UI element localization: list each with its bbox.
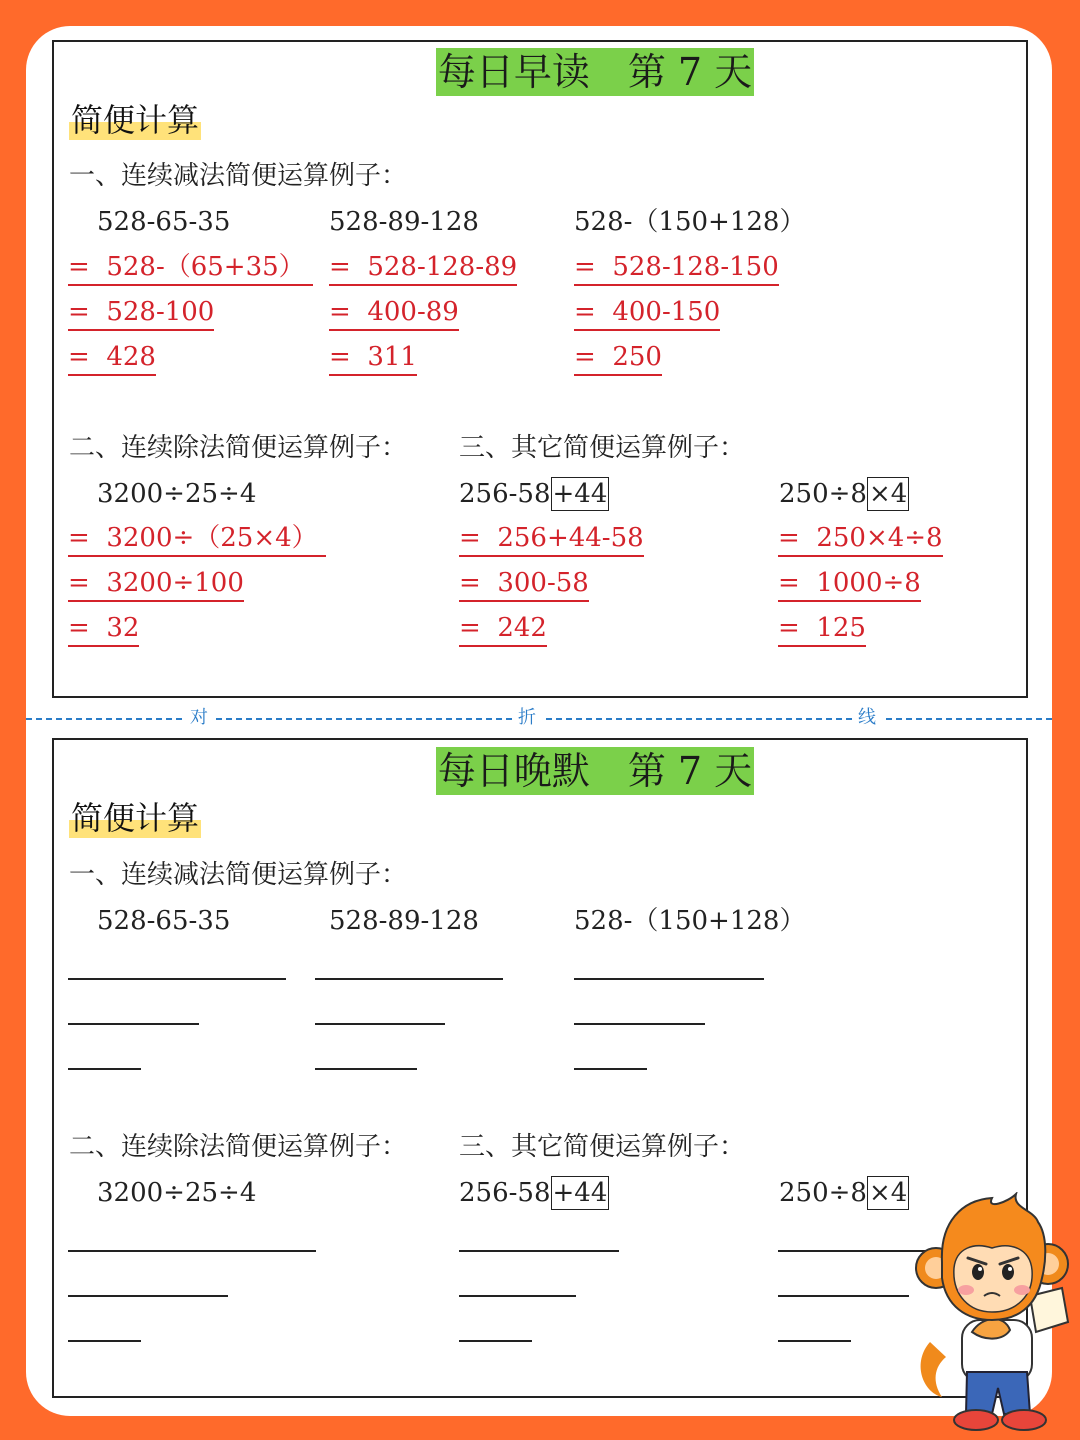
evening-problem-1: 528-65-35: [97, 906, 231, 936]
morning-p3-step-1: = 528-128-150: [574, 252, 779, 286]
boxed-term: +44: [552, 1178, 608, 1208]
boxed-term: ×4: [868, 1178, 908, 1208]
evening-title: 每日晚默 第 7 天: [437, 749, 753, 793]
evening-section-2: 二、连续除法简便运算例子：: [69, 1132, 408, 1162]
answer-blank[interactable]: [459, 1295, 576, 1297]
answer-blank[interactable]: [574, 978, 764, 980]
boxed-term: +44: [552, 479, 608, 509]
evening-problem-6: 250÷8×4: [779, 1178, 908, 1208]
morning-subject: 简便计算: [71, 101, 200, 139]
answer-blank[interactable]: [574, 1023, 705, 1025]
evening-problem-5: 256-58+44: [459, 1178, 608, 1208]
answer-blank[interactable]: [68, 1068, 141, 1070]
morning-section-2: 二、连续除法简便运算例子：: [69, 433, 408, 463]
morning-p6-step-2: = 1000÷8: [778, 568, 921, 602]
morning-p5-step-2: = 300-58: [459, 568, 589, 602]
morning-p3-step-2: = 400-150: [574, 297, 720, 331]
morning-p1-step-3: = 428: [68, 342, 156, 376]
evening-section-3: 三、其它简便运算例子：: [459, 1132, 746, 1162]
answer-blank[interactable]: [68, 1295, 228, 1297]
evening-problem-4: 3200÷25÷4: [97, 1178, 257, 1208]
answer-blank[interactable]: [574, 1068, 647, 1070]
answer-blank[interactable]: [315, 1023, 445, 1025]
answer-blank[interactable]: [459, 1340, 532, 1342]
fold-label-left: 对: [184, 707, 214, 729]
answer-blank[interactable]: [778, 1295, 909, 1297]
morning-problem-2: 528-89-128: [329, 207, 479, 237]
morning-p2-step-2: = 400-89: [329, 297, 459, 331]
answer-blank[interactable]: [315, 978, 503, 980]
evening-subject: 简便计算: [71, 799, 200, 837]
evening-section-1: 一、连续减法简便运算例子：: [69, 860, 408, 890]
evening-problem-2: 528-89-128: [329, 906, 479, 936]
morning-p1-step-1: = 528-（65+35）: [68, 252, 313, 286]
answer-blank[interactable]: [778, 1340, 851, 1342]
morning-p4-step-3: = 32: [68, 613, 139, 647]
fold-label-right: 线: [852, 707, 882, 729]
answer-blank[interactable]: [68, 978, 286, 980]
answer-blank[interactable]: [68, 1250, 316, 1252]
morning-p4-step-2: = 3200÷100: [68, 568, 244, 602]
morning-section-1: 一、连续减法简便运算例子：: [69, 161, 408, 191]
morning-problem-1: 528-65-35: [97, 207, 231, 237]
morning-p2-step-1: = 528-128-89: [329, 252, 517, 286]
morning-p6-step-1: = 250×4÷8: [778, 523, 943, 557]
answer-blank[interactable]: [68, 1023, 199, 1025]
morning-p3-step-3: = 250: [574, 342, 662, 376]
evening-problem-3: 528-（150+128）: [574, 906, 806, 936]
morning-title: 每日早读 第 7 天: [437, 50, 753, 94]
morning-p4-step-1: = 3200÷（25×4）: [68, 523, 326, 557]
evening-card: [52, 738, 1028, 1398]
answer-blank[interactable]: [459, 1250, 619, 1252]
monkey-mascot-icon: [912, 1192, 1072, 1440]
morning-p5-step-1: = 256+44-58: [459, 523, 644, 557]
answer-blank[interactable]: [68, 1340, 141, 1342]
boxed-term: ×4: [868, 479, 908, 509]
morning-p1-step-2: = 528-100: [68, 297, 214, 331]
answer-blank[interactable]: [315, 1068, 417, 1070]
morning-problem-5: 256-58+44: [459, 479, 608, 509]
morning-p6-step-3: = 125: [778, 613, 866, 647]
morning-card: [52, 40, 1028, 698]
morning-section-3: 三、其它简便运算例子：: [459, 433, 746, 463]
fold-label-middle: 折: [512, 707, 542, 729]
morning-p2-step-3: = 311: [329, 342, 417, 376]
morning-problem-3: 528-（150+128）: [574, 207, 806, 237]
morning-problem-6: 250÷8×4: [779, 479, 908, 509]
morning-p5-step-3: = 242: [459, 613, 547, 647]
morning-problem-4: 3200÷25÷4: [97, 479, 257, 509]
